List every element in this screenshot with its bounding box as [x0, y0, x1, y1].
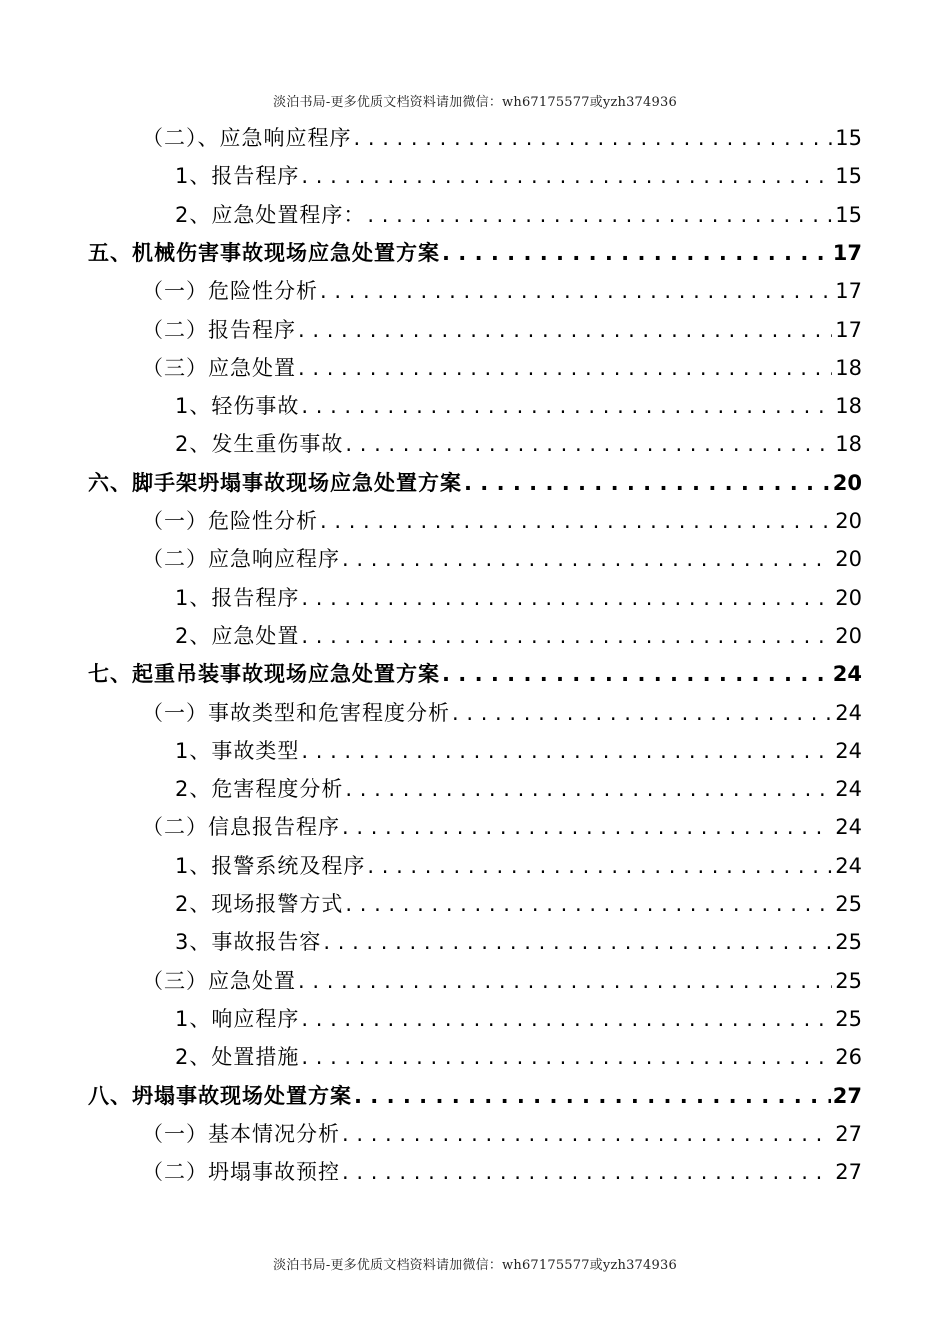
toc-entry-title: 七、起重吊装事故现场应急处置方案 — [88, 662, 440, 687]
toc-page-number: 15 — [835, 202, 862, 227]
toc-page-number: 24 — [832, 662, 862, 687]
toc-entry-title: （一）危险性分析 — [142, 509, 318, 533]
toc-page-number: 18 — [835, 432, 862, 457]
toc-entry-title: 2、应急处置程序： — [175, 202, 366, 227]
toc-entry-title: 3、事故报告容 — [175, 930, 322, 955]
toc-dot-leader — [354, 1077, 831, 1115]
toc-entry-title: 1、响应程序 — [175, 1006, 300, 1031]
toc-dot-leader — [452, 694, 832, 732]
toc-subsection-entry[interactable] — [175, 157, 862, 195]
toc-entry-title: （三）应急处置 — [142, 968, 296, 993]
toc-section-entry[interactable] — [142, 502, 862, 540]
toc-subsection-entry[interactable] — [175, 196, 862, 234]
toc-entry-title: （一）基本情况分析 — [142, 1121, 340, 1146]
toc-page-number: 17 — [835, 317, 862, 342]
toc-subsection-entry[interactable] — [175, 579, 862, 617]
toc-dot-leader — [342, 540, 832, 578]
toc-chapter-entry[interactable] — [88, 464, 862, 502]
toc-dot-leader — [301, 732, 832, 770]
toc-entry-title: （二）、应急响应程序 — [142, 126, 352, 150]
toc-dot-leader — [342, 808, 832, 846]
toc-page-number: 24 — [835, 853, 862, 878]
toc-dot-leader — [301, 387, 832, 425]
toc-dot-leader — [298, 962, 832, 1000]
toc-page-number: 24 — [835, 815, 862, 840]
toc-entry-title: 1、报告程序 — [175, 585, 300, 610]
toc-section-entry[interactable] — [142, 540, 862, 578]
toc-dot-leader — [345, 425, 832, 463]
toc-page-number: 15 — [835, 164, 862, 189]
toc-entry-title: （一）危险性分析 — [142, 279, 318, 304]
toc-entry-title: （二）报告程序 — [142, 317, 296, 342]
toc-entry-title: 1、事故类型 — [175, 738, 300, 763]
toc-dot-leader — [367, 847, 832, 885]
toc-dot-leader — [301, 1000, 832, 1038]
toc-entry-title: （二）信息报告程序 — [142, 815, 340, 840]
toc-dot-leader — [298, 311, 832, 349]
toc-page-number: 17 — [832, 240, 862, 265]
toc-dot-leader — [367, 196, 832, 234]
toc-chapter-entry[interactable] — [88, 1077, 862, 1115]
toc-page-number: 25 — [835, 968, 862, 993]
toc-section-entry[interactable] — [142, 119, 862, 157]
toc-dot-leader — [442, 234, 831, 272]
toc-subsection-entry[interactable] — [175, 1038, 862, 1076]
toc-entry-title: 1、轻伤事故 — [175, 394, 300, 419]
footer-watermark-text: 淡泊书局-更多优质文档资料请加微信：wh67175577或yzh374936 — [273, 1258, 677, 1273]
toc-entry-title: 2、处置措施 — [175, 1045, 300, 1070]
toc-page-number: 24 — [835, 700, 862, 725]
toc-entry-title: 五、机械伤害事故现场应急处置方案 — [88, 240, 440, 265]
toc-section-entry[interactable] — [142, 962, 862, 1000]
toc-section-entry[interactable] — [142, 311, 862, 349]
toc-page-number: 18 — [835, 394, 862, 419]
toc-section-entry[interactable] — [142, 694, 862, 732]
toc-entry-title: 1、报告程序 — [175, 164, 300, 189]
toc-entry-title: 2、应急处置 — [175, 623, 300, 648]
toc-section-entry[interactable] — [142, 1153, 862, 1191]
toc-page-number: 20 — [832, 470, 862, 495]
toc-entry-title: （一）事故类型和危害程度分析 — [142, 700, 450, 725]
toc-page-number: 18 — [835, 355, 862, 380]
toc-entry-title: 2、发生重伤事故 — [175, 432, 344, 457]
toc-subsection-entry[interactable] — [175, 885, 862, 923]
toc-dot-leader — [464, 464, 831, 502]
toc-dot-leader — [301, 617, 832, 655]
toc-page-number: 27 — [832, 1083, 862, 1108]
toc-subsection-entry[interactable] — [175, 732, 862, 770]
toc-page-number: 25 — [835, 892, 862, 916]
toc-page-number: 25 — [835, 930, 862, 955]
toc-entry-title: （二）应急响应程序 — [142, 547, 340, 572]
toc-dot-leader — [442, 655, 831, 693]
toc-page-number: 20 — [835, 547, 862, 572]
toc-section-entry[interactable] — [142, 272, 862, 310]
toc-section-entry[interactable] — [142, 1115, 862, 1153]
toc-dot-leader — [301, 157, 832, 195]
toc-entry-title: （二）坍塌事故预控 — [142, 1160, 340, 1185]
toc-page-number: 20 — [835, 509, 862, 533]
toc-entry-title: 六、脚手架坍塌事故现场应急处置方案 — [88, 470, 462, 495]
toc-dot-leader — [323, 923, 832, 961]
toc-dot-leader — [345, 885, 832, 923]
toc-page-number: 26 — [835, 1045, 862, 1070]
toc-dot-leader — [320, 272, 832, 310]
toc-subsection-entry[interactable] — [175, 617, 862, 655]
toc-page-number: 25 — [835, 1006, 862, 1031]
toc-dot-leader — [354, 119, 833, 157]
toc-subsection-entry[interactable] — [175, 1000, 862, 1038]
toc-subsection-entry[interactable] — [175, 923, 862, 961]
toc-page-number: 24 — [835, 738, 862, 763]
toc-page-number: 27 — [835, 1160, 862, 1185]
header-watermark-text: 淡泊书局-更多优质文档资料请加微信：wh67175577或yzh374936 — [273, 95, 677, 110]
toc-entry-title: （三）应急处置 — [142, 355, 296, 380]
toc-entry-title: 八、坍塌事故现场处置方案 — [88, 1083, 352, 1108]
toc-subsection-entry[interactable] — [175, 770, 862, 808]
toc-dot-leader — [301, 1038, 832, 1076]
toc-page-number: 15 — [835, 126, 862, 150]
toc-page-number: 24 — [835, 777, 862, 802]
toc-dot-leader — [298, 349, 832, 387]
toc-section-entry[interactable] — [142, 349, 862, 387]
toc-section-entry[interactable] — [142, 808, 862, 846]
toc-entry-title: 2、现场报警方式 — [175, 892, 344, 916]
toc-page-number: 20 — [835, 585, 862, 610]
toc-dot-leader — [345, 770, 832, 808]
toc-subsection-entry[interactable] — [175, 387, 862, 425]
toc-subsection-entry[interactable] — [175, 847, 862, 885]
toc-entry-title: 1、报警系统及程序 — [175, 853, 366, 878]
toc-dot-leader — [301, 579, 832, 617]
toc-chapter-entry[interactable] — [88, 655, 862, 693]
toc-page-number: 27 — [835, 1121, 862, 1146]
toc-page-number: 17 — [835, 279, 862, 304]
toc-page-number: 20 — [835, 623, 862, 648]
toc-dot-leader — [320, 502, 832, 540]
toc-chapter-entry[interactable] — [88, 234, 862, 272]
toc-dot-leader — [342, 1115, 832, 1153]
toc-subsection-entry[interactable] — [175, 425, 862, 463]
toc-dot-leader — [342, 1153, 832, 1191]
toc-entry-title: 2、危害程度分析 — [175, 777, 344, 802]
